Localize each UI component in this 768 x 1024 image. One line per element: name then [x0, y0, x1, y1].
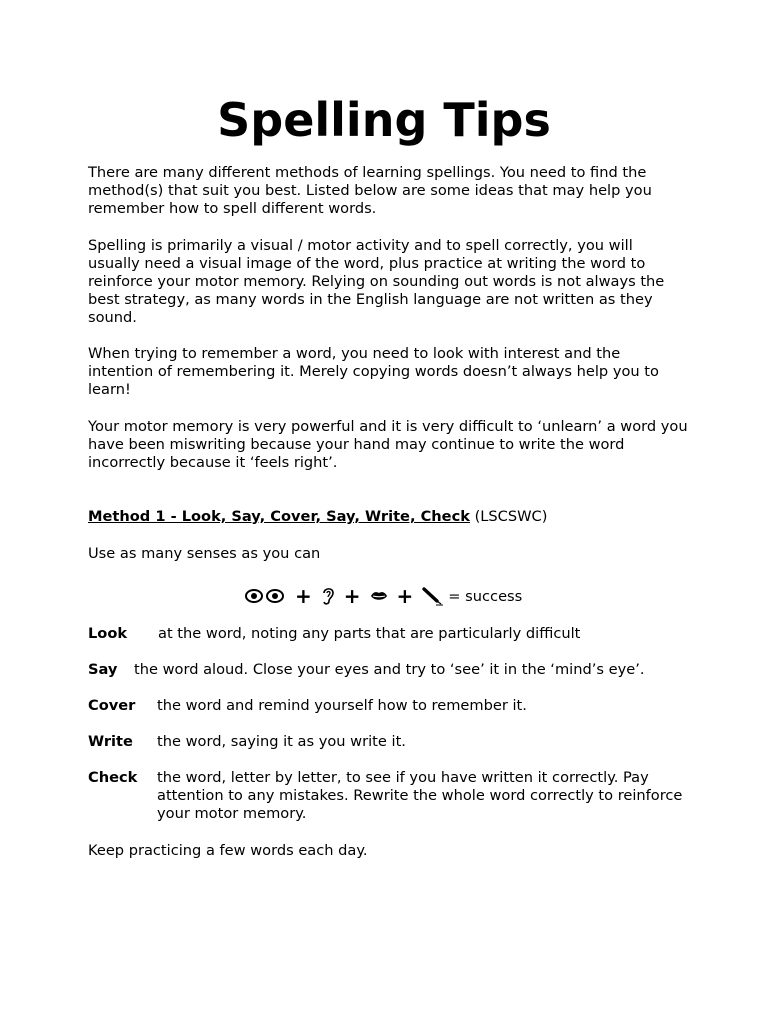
step-look: [88, 625, 708, 643]
intro-paragraph-4: Your motor memory is very powerful and it is very difficult to ‘unlearn’ a word you have been miswriting because your hand may continue to write the word incorrectly because it ‘feels right’.: [88, 418, 688, 471]
plus-sign: +: [295, 584, 312, 608]
method-title: Method 1 - Look, Say, Cover, Say, Write, Check: [88, 508, 470, 525]
pen-icon: [422, 586, 444, 606]
step-description: the word, letter by letter, to see if you have written it correctly. Pay attention to any mistakes. Rewrite the whole word correctly to reinforce your motor memory.: [157, 769, 683, 822]
mouth-icon: [370, 590, 388, 602]
intro-paragraph-1: There are many different methods of learning spellings. You need to find the method(s) that suit you best. Listed below are some ideas that may help you remember how to spell different words.: [88, 164, 652, 217]
intro-paragraph-3: When trying to remember a word, you need to look with interest and the intention of remembering it. Merely copying words doesn’t always help you to learn!: [88, 345, 659, 398]
senses-equation: [244, 584, 522, 608]
plus-sign: +: [343, 584, 361, 608]
step-term: Cover: [88, 697, 136, 714]
step-term: Say: [88, 661, 118, 678]
intro-paragraph-2: Spelling is primarily a visual / motor activity and to spell correctly, you will usually need a visual image of the word, plus practice at writing the word to reinforce your motor memory. Relying on sounding out words is not always the best strategy, as many words in the English language are not written as they sound.: [88, 237, 665, 326]
step-term: Check: [88, 769, 138, 786]
step-write: [88, 733, 708, 751]
step-description: the word and remind yourself how to remember it.: [157, 697, 527, 714]
ear-icon: [321, 586, 335, 606]
step-term: Write: [88, 733, 133, 750]
equation-result: = success: [448, 587, 523, 605]
method-abbreviation: (LSCSWC): [474, 508, 548, 525]
method-heading: [88, 508, 547, 526]
step-description: the word aloud. Close your eyes and try to ‘see’ it in the ‘mind’s eye’.: [134, 661, 645, 678]
step-description: at the word, noting any parts that are particularly difficult: [158, 625, 581, 642]
step-cover: [88, 697, 708, 715]
eyes-icon: [244, 588, 286, 604]
plus-sign: +: [396, 584, 414, 608]
step-term: Look: [88, 625, 128, 642]
step-description: the word, saying it as you write it.: [157, 733, 406, 750]
senses-line: Use as many senses as you can: [88, 545, 321, 562]
closing-line: Keep practicing a few words each day.: [88, 842, 368, 859]
step-say: [88, 661, 708, 679]
step-check: [88, 769, 708, 823]
page-title: Spelling Tips: [217, 93, 551, 147]
